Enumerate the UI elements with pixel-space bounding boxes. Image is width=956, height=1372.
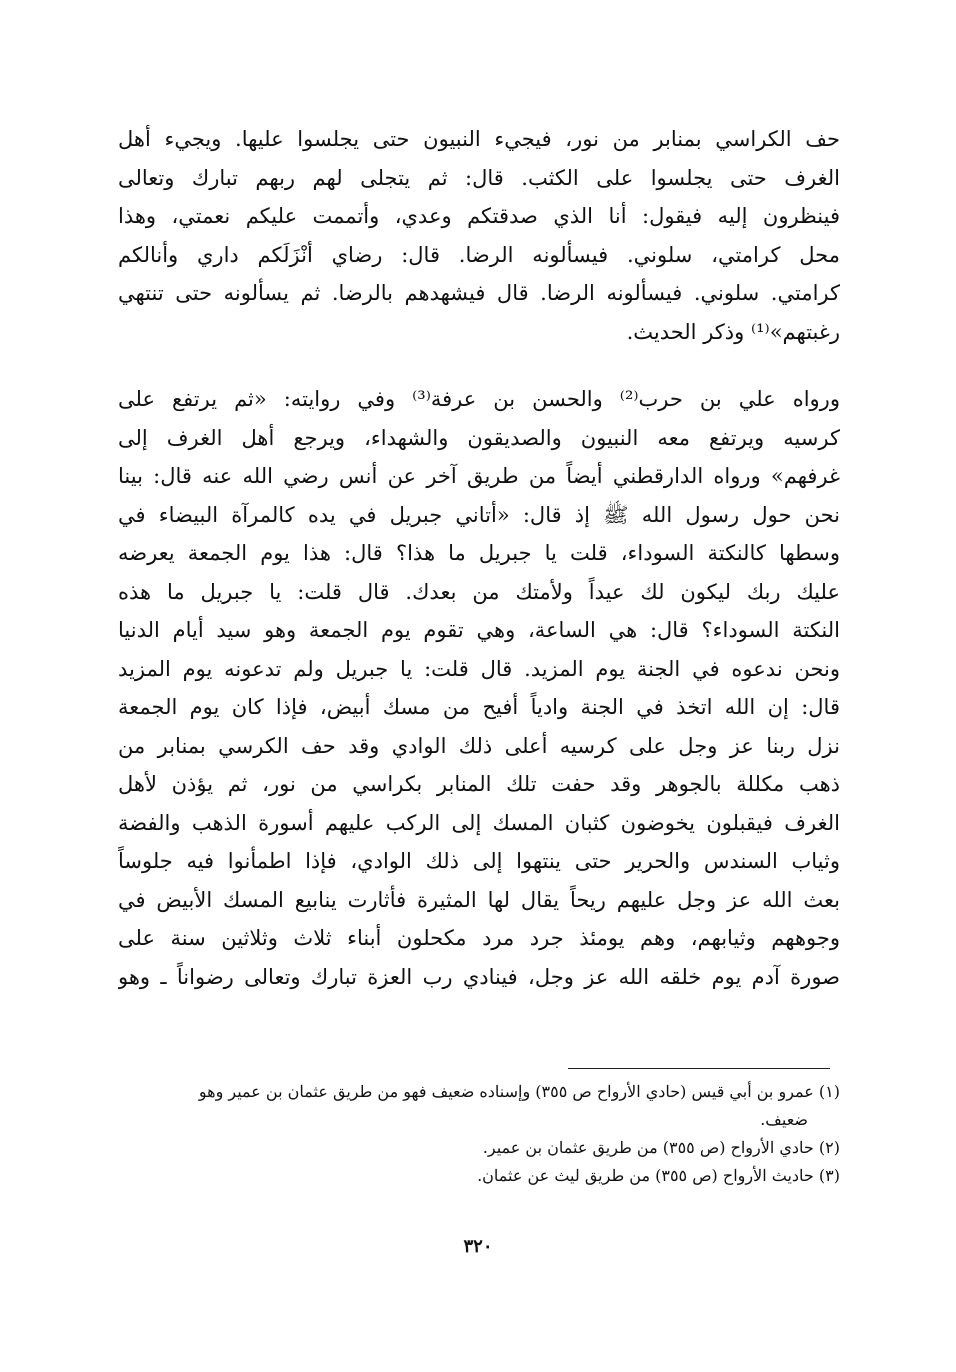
text-line: وجوههم وثيابهم، وهم يومئذ جرد مرد مكحلون أبناء ثلاث وثلاثين سنة على — [118, 926, 840, 950]
text-line: صورة آدم يوم خلقه الله عز وجل، فينادي رب العزة تبارك وتعالى رضواناً ـ وهو — [118, 964, 840, 989]
footnotes — [118, 1078, 840, 1190]
text-line: ذهب مكللة بالجوهر وقد حفت تلك المنابر بكراسي من نور، ثم يؤذن لأهل — [118, 772, 840, 796]
text-line: فينظرون إليه فيقول: أنا الذي صدقتكم وعدي، وأتممت عليكم نعمتي، وهذا — [118, 204, 840, 228]
text-line: وثياب السندس والحرير حتى ينتهوا إلى ذلك الوادي، فإذا اطمأنوا فيه جلوساً — [118, 849, 840, 873]
text-line: عليك ربك ليكون لك عيداً ولأمتك من بعدك. قال قلت: يا جبريل ما هذه — [118, 579, 840, 604]
text-line: قال: إن الله اتخذ في الجنة وادياً أفيح من مسك أبيض، فإذا كان يوم الجمعة — [118, 695, 840, 719]
text-line: وسطها كالنكتة السوداء، قلت يا جبريل ما هذا؟ قال: هذا يوم الجمعة يعرضه — [118, 541, 840, 565]
text-line: بعث الله عز وجل عليهم ريحاً يقال لها المثيرة فأثارت ينابيع المسك الأبيض في — [118, 887, 840, 912]
text-line: نزل ربنا عز وجل على كرسيه أعلى ذلك الوادي وقد حف الكرسي بمنابر من — [118, 733, 840, 758]
text-line: حف الكراسي بمنابر من نور، فيجيء النبيون حتى يجلسوا عليها. ويجيء أهل — [118, 127, 840, 151]
footnote-divider — [568, 1068, 830, 1069]
footnote-2: (٢) حادي الأرواح (ص ٣٥٥) من طريق عثمان بن عمير. — [482, 1138, 840, 1157]
text-line: محل كرامتي، سلوني. فيسألونه الرضا. قال: رضاي أنْزَلَكم داري وأنالكم — [118, 242, 840, 267]
text-line: غرفهم» ورواه الدارقطني أيضاً من طريق آخر عن أنس رضي الله عنه قال: بينا — [118, 464, 840, 488]
footnote-1: (١) عمرو بن أبي قيس (حادي الأرواح ص ٣٥٥) وإسناده ضعيف فهو من طريق عثمان بن عمير وهو — [198, 1082, 840, 1101]
paragraph-1 — [118, 120, 840, 351]
footnote-3: (٣) حاديث الأرواح (ص ٣٥٥) من طريق ليث عن عثمان. — [477, 1166, 840, 1185]
text-line: ونحن ندعوه في الجنة يوم المزيد. قال قلت: يا جبريل ولم تدعونه يوم المزيد — [118, 656, 840, 681]
text-line: الغرف فيقبلون يخوضون كثبان المسك إلى الركب عليهم أسورة الذهب والفضة — [118, 810, 840, 835]
page-number: ٣٢٠ — [463, 1236, 493, 1257]
text-line: كرامتي. سلوني. فيسألونه الرضا. قال فيشهدهم بالرضا. ثم يسألونه حتى تنتهي — [118, 281, 840, 305]
text-line: النكتة السوداء؟ قال: هي الساعة، وهي تقوم يوم الجمعة وهو سيد أيام الدنيا — [118, 618, 840, 642]
text-line: ورواه علي بن حرب⁽²⁾ والحسن بن عرفة⁽³⁾ وفي روايته: «ثم يرتفع على — [118, 387, 840, 411]
paragraph-2 — [118, 380, 840, 996]
text-line: كرسيه ويرتفع معه النبيون والصديقون والشهداء، ويرجع أهل الغرف إلى — [118, 425, 840, 450]
text-line: رغبتهم»⁽¹⁾ وذكر الحديث. — [626, 319, 840, 344]
footnote-1-continuation: ضعيف. — [760, 1110, 808, 1129]
text-line: الغرف حتى يجلسوا على الكثب. قال: ثم يتجلى لهم ربهم تبارك وتعالى — [118, 165, 840, 190]
text-line: نحن حول رسول الله ﷺ إذ قال: «أتاني جبريل في يده كالمرآة البيضاء في — [118, 502, 840, 527]
